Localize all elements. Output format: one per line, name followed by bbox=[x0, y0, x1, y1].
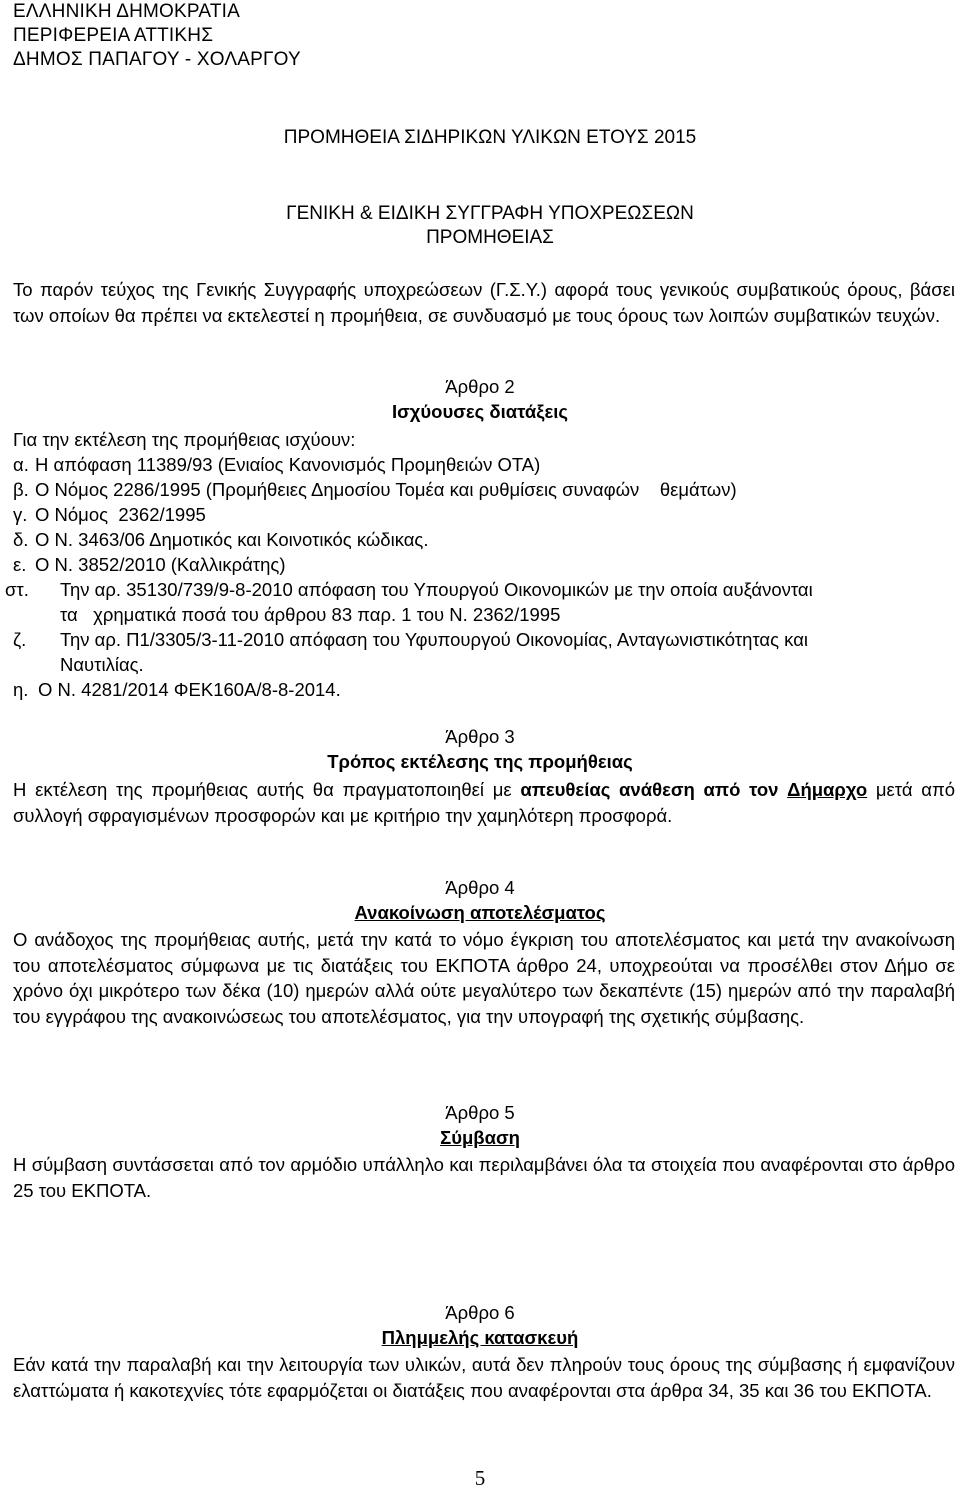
article-3-text-a: Η εκτέλεση της προμήθειας αυτής θα πραγματοποιηθεί με bbox=[13, 779, 521, 800]
article-4-body: Ο ανάδοχος της προμήθειας αυτής, μετά την κατά το νόμο έγκριση του αποτελέσματος και μετά την ανακοίνωση του αποτελέσματος σύμφωνα με τις διατάξεις του ΕΚΠΟΤΑ άρθρο 24, υποχρεούται να προσέλθει στον Δήμο σε χρόνο όχι μικρότερο των δέκα (10) ημερών αλλά ούτε μεγαλύτερο των δεκαπέντε (15) ημερών από την παραλαβή του εγγράφου της ανακοινώσεως του αποτελέσματος, για την υπογραφή της σχετικής σύμβασης. bbox=[13, 929, 955, 1027]
document-subtitle bbox=[0, 202, 960, 250]
article-2-lead: Για την εκτέλεση της προμήθειας ισχύουν: bbox=[13, 429, 356, 450]
list-item-text: Ο Νόμος 2286/1995 (Προμήθειες Δημοσίου Τομέα και ρυθμίσεις συναφών θεμάτων) bbox=[35, 479, 737, 500]
document-title: ΠΡΟΜΗΘΕΙΑ ΣΙΔΗΡΙΚΩΝ ΥΛΙΚΩΝ ΕΤΟΥΣ 2015 bbox=[283, 127, 697, 148]
list-item-text: Την αρ. 35130/739/9-8-2010 απόφαση του Υπουργού Οικονομικών με την οποία αυξάνονται bbox=[60, 579, 813, 600]
article-4-heading: Ανακοίνωση αποτελέσματος bbox=[354, 902, 606, 923]
list-item-label: ε. bbox=[13, 554, 27, 575]
intro-paragraph: Το παρόν τεύχος της Γενικής Συγγραφής υποχρεώσεων (Γ.Σ.Υ.) αφορά τους γενικούς συμβατικούς όρους, βάσει των οποίων θα πρέπει να εκτελεστεί η προμήθεια, σε συνδυασμό με τους όρους των λοιπών συμβατικών τευχών. bbox=[13, 279, 955, 326]
list-item-text: Η απόφαση 11389/93 (Ενιαίος Κανονισμός Προμηθειών ΟΤΑ) bbox=[35, 454, 541, 475]
subtitle-line-2: ΠΡΟΜΗΘΕΙΑΣ bbox=[426, 227, 554, 248]
article-3-bold-a: απευθείας ανάθεση από τον bbox=[520, 779, 779, 800]
article-5-number: Άρθρο 5 bbox=[445, 1102, 515, 1123]
article-2-number: Άρθρο 2 bbox=[445, 376, 515, 397]
list-item-label: α. bbox=[13, 454, 29, 475]
article-6-body: Εάν κατά την παραλαβή και την λειτουργία των υλικών, αυτά δεν πληρούν τους όρους της σύμβασης ή εμφανίζουν ελαττώματα ή κακοτεχνίες τότε εφαρμόζεται οι διατάξεις που αναφέρονται στα άρθρα 34, 35 και 36 του ΕΚΠΟΤΑ. bbox=[13, 1354, 955, 1401]
subtitle-line-1: ΓΕΝΙΚΗ & ΕΙΔΙΚΗ ΣΥΓΓΡΑΦΗ ΥΠΟΧΡΕΩΣΕΩΝ bbox=[286, 203, 694, 224]
list-item-text-continued: Ναυτιλίας. bbox=[60, 654, 144, 675]
list-item-label: δ. bbox=[13, 529, 29, 550]
article-5-body: Η σύμβαση συντάσσεται από τον αρμόδιο υπάλληλο και περιλαμβάνει όλα τα στοιχεία που αναφέρονται στο άρθρο 25 του ΕΚΠΟΤΑ. bbox=[13, 1154, 955, 1201]
article-3-heading: Τρόπος εκτέλεσης της προμήθειας bbox=[327, 751, 633, 772]
issuer-header bbox=[13, 0, 301, 72]
list-item-label: η. bbox=[13, 679, 29, 700]
list-item-label: γ. bbox=[13, 504, 28, 525]
article-6-number: Άρθρο 6 bbox=[445, 1302, 515, 1323]
article-3-body bbox=[13, 777, 955, 828]
article-3-text-b: μετά από συλλογή σφραγισμένων προσφορών και με κριτήριο την χαμηλότερη προσφορά. bbox=[13, 779, 955, 826]
list-item-text: Την αρ. Π1/3305/3-11-2010 απόφαση του Υφυπουργού Οικονομίας, Ανταγωνιστικότητας και bbox=[60, 629, 809, 650]
list-item-text: Ο Ν. 4281/2014 ΦΕΚ160Α/8-8-2014. bbox=[38, 679, 341, 700]
list-item-label: στ. bbox=[5, 579, 29, 600]
list-item-text: Ο Ν. 3463/06 Δημοτικός και Κοινοτικός κώδικας. bbox=[35, 529, 429, 550]
article-3-bold-b: Δήμαρχο bbox=[787, 779, 868, 800]
list-item-label: ζ. bbox=[13, 629, 27, 650]
header-country: ΕΛΛΗΝΙΚΗ ΔΗΜΟΚΡΑΤΙΑ bbox=[13, 1, 240, 22]
header-municipality: ΔΗΜΟΣ ΠΑΠΑΓΟΥ - ΧΟΛΑΡΓΟΥ bbox=[13, 49, 301, 70]
article-6-heading: Πλημμελής κατασκευή bbox=[381, 1327, 579, 1348]
article-2-heading: Ισχύουσες διατάξεις bbox=[391, 401, 569, 422]
list-item-text: Ο Νόμος 2362/1995 bbox=[35, 504, 206, 525]
page-number: 5 bbox=[474, 1466, 486, 1490]
article-4-number: Άρθρο 4 bbox=[445, 877, 515, 898]
list-item-text: Ο Ν. 3852/2010 (Καλλικράτης) bbox=[35, 554, 286, 575]
article-5-heading: Σύμβαση bbox=[440, 1127, 520, 1148]
article-3-number: Άρθρο 3 bbox=[445, 726, 515, 747]
list-item-label: β. bbox=[13, 479, 29, 500]
header-region: ΠΕΡΙΦΕΡΕΙΑ ΑΤΤΙΚΗΣ bbox=[13, 25, 214, 46]
list-item-text-continued: τα χρηματικά ποσά του άρθρου 83 παρ. 1 του Ν. 2362/1995 bbox=[60, 604, 561, 625]
